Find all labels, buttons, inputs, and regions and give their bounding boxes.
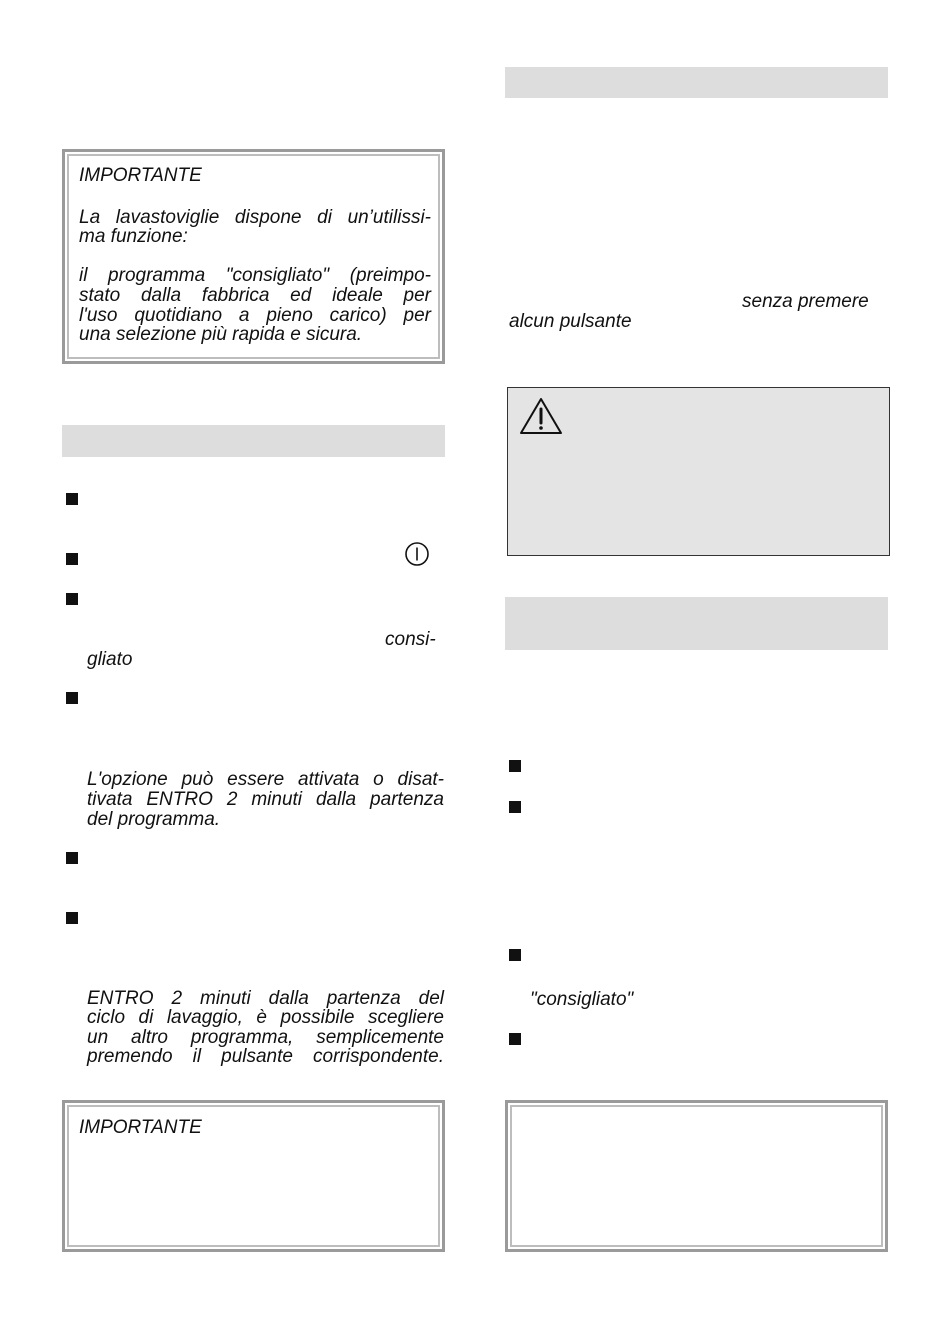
- right-bullet-2: [509, 801, 521, 813]
- warning-triangle-icon: [518, 396, 564, 436]
- right-bullet-1: [509, 760, 521, 772]
- right-top-heading-bar: [505, 67, 888, 98]
- consigliato-label: "consigliato": [530, 989, 634, 1010]
- consigliato-text-part1: consi-: [385, 629, 436, 650]
- no-button-text-part2: alcun pulsante: [509, 311, 632, 332]
- left-section-heading-bar: [62, 425, 445, 457]
- change-note-line4: premendo il pulsante corrispondente.: [87, 1046, 444, 1067]
- importante-box-1-para1-line2: ma funzione:: [79, 226, 188, 247]
- right-section-heading-bar: [505, 597, 888, 650]
- power-icon: [404, 541, 430, 567]
- left-bullet-1: [66, 493, 78, 505]
- change-note-line1: ENTRO 2 minuti dalla partenza del: [87, 988, 444, 1009]
- no-button-text-part1: senza premere: [742, 291, 869, 312]
- right-bullet-3: [509, 949, 521, 961]
- left-bullet-2: [66, 553, 78, 565]
- right-bottom-box: [505, 1100, 888, 1252]
- importante-box-1-para2-line1: il programma "consigliato" (preimpo-: [79, 265, 431, 286]
- importante-box-1-para2-line3: l'uso quotidiano a pieno carico) per: [79, 305, 431, 326]
- importante-box-1-para1-line1: La lavastoviglie dispone di un’utilissi-: [79, 207, 431, 228]
- right-bullet-4: [509, 1033, 521, 1045]
- importante-box-1-title: IMPORTANTE: [79, 165, 202, 186]
- importante-box-1-para2-line4: una selezione più rapida e sicura.: [79, 324, 363, 345]
- importante-box-1-para2-line2: stato dalla fabbrica ed ideale per: [79, 285, 431, 306]
- left-bullet-5: [66, 852, 78, 864]
- change-note-line3: un altro programma, semplicemente: [87, 1027, 444, 1048]
- left-bullet-3: [66, 593, 78, 605]
- consigliato-text-part2: gliato: [87, 649, 133, 670]
- option-note-line1: L'opzione può essere attivata o disat-: [87, 769, 444, 790]
- change-note-line2: ciclo di lavaggio, è possibile scegliere: [87, 1007, 444, 1028]
- left-bullet-6: [66, 912, 78, 924]
- left-bullet-4: [66, 692, 78, 704]
- option-note-line2: tivata ENTRO 2 minuti dalla partenza: [87, 789, 444, 810]
- importante-box-2-title: IMPORTANTE: [79, 1117, 202, 1138]
- option-note-line3: del programma.: [87, 809, 221, 830]
- warning-box: [507, 387, 890, 556]
